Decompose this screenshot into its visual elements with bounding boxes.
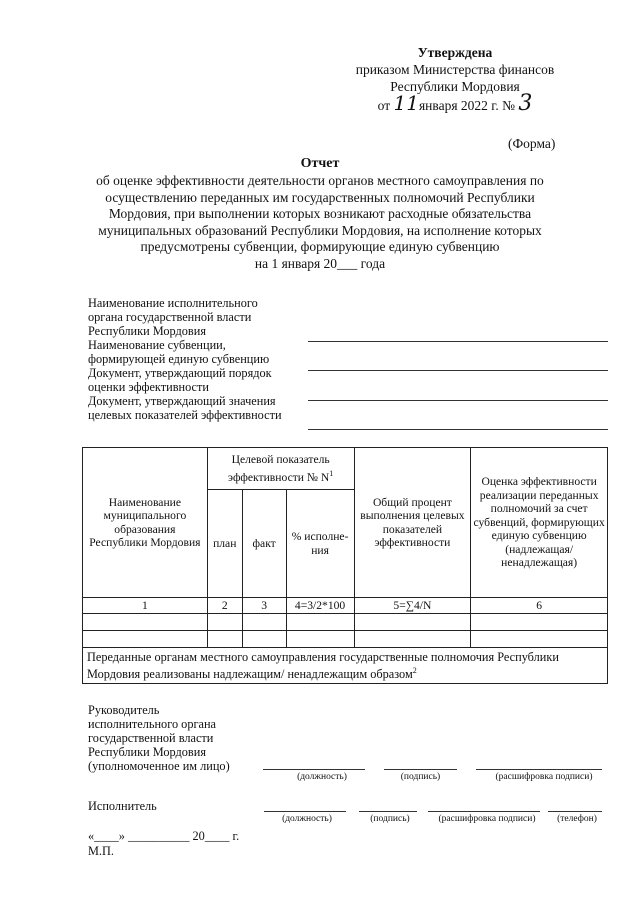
approval-heading: Утверждена <box>417 45 493 60</box>
field-subvention-line[interactable] <box>308 370 608 371</box>
header-total-percent: Общий процент выполнения целевых показателей эффективности <box>354 448 471 598</box>
table-cell[interactable] <box>83 614 208 631</box>
table-cell[interactable] <box>354 614 471 631</box>
field-subvention: Наименование субвенции, <box>88 338 226 352</box>
approval-date-line <box>300 91 610 116</box>
head-line: (уполномоченное им лицо) <box>88 759 230 773</box>
approval-line-2: Республики Мордовия <box>390 79 520 94</box>
footnote-2: 2 <box>412 666 417 675</box>
table-cell[interactable] <box>354 631 471 648</box>
table-cell[interactable] <box>242 631 286 648</box>
field-procedure-doc-line[interactable] <box>308 400 608 401</box>
executor-name-line[interactable] <box>428 811 540 812</box>
col-number: 1 <box>83 598 208 614</box>
header-fact: факт <box>242 490 286 598</box>
head-line: исполнительного органа <box>88 717 217 731</box>
stamp-place: М.П. <box>88 844 114 858</box>
header-target-indicator: Целевой показатель эффективности № $N^1$ <box>207 448 354 490</box>
report-fields <box>88 296 282 422</box>
header-municipality: Наименование муниципального образования Республики Мордовия <box>83 448 208 598</box>
caption-name: (расшифровка подписи) <box>438 814 536 824</box>
approval-block <box>300 44 610 114</box>
report-table <box>82 447 608 684</box>
executor-label: Исполнитель <box>88 799 157 813</box>
handwritten-number: 3 <box>518 91 533 116</box>
subtitle-line: об оценке эффективности деятельности органов местного самоуправления по <box>96 173 544 188</box>
executor-position-line[interactable] <box>264 811 346 812</box>
caption-position: (должность) <box>282 814 332 824</box>
field-indicators-doc: целевых показателей эффективности <box>88 408 282 422</box>
table-cell[interactable] <box>242 614 286 631</box>
field-subvention: формирующей единую субвенцию <box>88 352 270 366</box>
field-executive-body: Республики Мордовия <box>88 324 206 338</box>
field-procedure-doc: оценки эффективности <box>88 380 209 394</box>
table-row <box>83 631 608 648</box>
table-cell[interactable] <box>471 614 608 631</box>
table-cell[interactable] <box>207 614 242 631</box>
document-title: Отчет <box>300 156 340 171</box>
date-line: «____» __________ 20____ г. <box>88 829 240 843</box>
table-cell[interactable] <box>207 631 242 648</box>
head-signature-block <box>88 703 230 773</box>
field-executive-body: органа государственной власти <box>88 310 252 324</box>
executor-phone-line[interactable] <box>548 811 602 812</box>
caption-signature: (подпись) <box>400 772 441 782</box>
table-footer: Переданные органам местного самоуправления государственные полномочия Республики Мордовия реализованы надлежащим/ ненадлежащим образом$^2$ <box>83 648 608 684</box>
handwritten-day: 11 <box>393 91 419 115</box>
header-plan: план <box>207 490 242 598</box>
caption-name: (расшифровка подписи) <box>495 772 593 782</box>
footnote-1: 1 <box>329 468 334 478</box>
header-percent: % исполне-ния <box>286 490 354 598</box>
field-procedure-doc: Документ, утверждающий порядок <box>88 366 272 380</box>
table-row <box>83 614 608 631</box>
date-text: января 2022 г. № <box>418 98 515 113</box>
table-cell[interactable] <box>83 631 208 648</box>
head-line: Республики Мордовия <box>88 745 206 759</box>
form-label: (Форма) <box>508 136 556 151</box>
col-number: 6 <box>471 598 608 614</box>
subtitle-line: муниципальных образований Республики Мордовия, на исполнение которых <box>98 222 542 238</box>
table-cell[interactable] <box>286 631 354 648</box>
col-number: 3 <box>242 598 286 614</box>
field-executive-body-line[interactable] <box>308 341 608 342</box>
caption-signature: (подпись) <box>370 814 410 824</box>
field-indicators-doc-line[interactable] <box>308 429 608 430</box>
field-indicators-doc: Документ, утверждающий значения <box>88 394 276 408</box>
col-number: 4=3/2*100 <box>286 598 354 614</box>
subtitle-line: осуществлению переданных им государственных полномочий Республики <box>105 189 535 205</box>
col-number: 2 <box>207 598 242 614</box>
head-name-line[interactable] <box>476 769 602 770</box>
head-line: государственной власти <box>88 731 214 745</box>
col-number: 5=∑4/N <box>354 598 471 614</box>
table-cell[interactable] <box>286 614 354 631</box>
executor-signature-line[interactable] <box>359 811 417 812</box>
document-subtitle <box>70 173 570 272</box>
head-line: Руководитель <box>88 703 160 717</box>
subtitle-line: на 1 января 20___ года <box>254 255 386 271</box>
field-executive-body: Наименование исполнительного <box>88 296 258 310</box>
date-prefix: от <box>377 98 391 113</box>
approval-line-1: приказом Министерства финансов <box>355 62 555 77</box>
header-assessment: Оценка эффективности реализации переданных полномочий за счет субвенций, формирующих единую субвенцию (надлежащая/ ненадлежащая) <box>471 448 608 598</box>
subtitle-line: предусмотрены субвенции, формирующие единую субвенцию <box>140 239 500 254</box>
head-signature-line[interactable] <box>384 769 457 770</box>
caption-position: (должность) <box>297 772 347 782</box>
caption-phone: (телефон) <box>557 814 597 824</box>
table-cell[interactable] <box>471 631 608 648</box>
subtitle-line: Мордовия, при выполнении которых возникают расходные обязательства <box>108 206 532 221</box>
head-position-line[interactable] <box>263 769 365 770</box>
